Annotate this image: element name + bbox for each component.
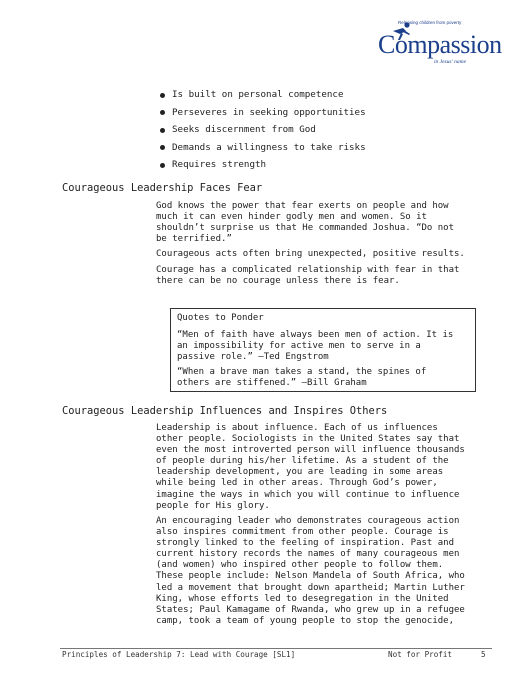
text-line: other people. Sociologists in the United States say that bbox=[156, 434, 460, 445]
list-item bbox=[160, 104, 366, 122]
text-line: there can be no courage unless there is fear. bbox=[156, 276, 400, 287]
text-line: of people during his/her lifetime. As a student of the bbox=[156, 456, 449, 467]
quote-line: passive role.” —Ted Engstrom bbox=[177, 352, 329, 362]
text-line: Courageous acts often bring unexpected, positive results. bbox=[156, 249, 465, 259]
paragraph bbox=[156, 201, 494, 245]
quote-line: “When a brave man takes a stand, the spines of bbox=[177, 367, 427, 377]
text-line: also inspires commitment from other people. Courage is bbox=[156, 527, 449, 538]
list-item-text: Requires strength bbox=[172, 159, 267, 171]
footer-divider bbox=[60, 648, 492, 649]
quote-line: “Men of faith have always been men of action. It is bbox=[177, 330, 454, 340]
bullet-list bbox=[160, 86, 366, 174]
text-line: (and women) who inspired other people to follow them. bbox=[156, 560, 444, 571]
text-line: God knows the power that fear exerts on people and how bbox=[156, 201, 449, 211]
text-line: An encouraging leader who demonstrates courageous action bbox=[156, 516, 460, 526]
quote-line: others are stiffened.” —Bill Graham bbox=[177, 378, 367, 388]
logo-tagline: Releasing children from poverty bbox=[398, 20, 462, 25]
text-line: Leadership is about influence. Each of us influences bbox=[156, 423, 438, 433]
logo-wordmark: Compassion bbox=[378, 30, 502, 59]
paragraph bbox=[156, 249, 494, 260]
paragraph bbox=[156, 423, 494, 512]
quotes-box bbox=[170, 308, 476, 392]
list-item bbox=[160, 156, 366, 174]
text-line: shouldn’t surprise us that He commanded Joshua. “Do not bbox=[156, 223, 455, 234]
text-line: Courage has a complicated relationship with fear in that bbox=[156, 265, 460, 275]
quote-line: an impossibility for active men to serve in a bbox=[177, 341, 421, 351]
text-line: led a movement that brought down apartheid; Martin Luther bbox=[156, 582, 465, 593]
list-item-text: Demands a willingness to take risks bbox=[172, 141, 366, 153]
text-line: imagine the ways in which you will continue to influence bbox=[156, 489, 460, 500]
text-line: camp, took a team of young people to stop the genocide, bbox=[156, 615, 455, 626]
text-line: people for His glory. bbox=[156, 500, 270, 511]
list-item bbox=[160, 121, 366, 139]
section-heading-faces-fear: Courageous Leadership Faces Fear bbox=[62, 182, 263, 194]
list-item bbox=[160, 86, 366, 104]
page-number: 5 bbox=[481, 650, 486, 659]
list-item bbox=[160, 139, 366, 157]
text-line: much it can even hinder godly men and women. So it bbox=[156, 212, 427, 223]
text-line: while being led in other areas. Through God’s power, bbox=[156, 478, 438, 489]
text-line: These people include: Nelson Mandela of South Africa, who bbox=[156, 571, 465, 582]
quotes-title: Quotes to Ponder bbox=[177, 313, 264, 323]
text-line: States; Paul Kamagame of Rwanda, who grew up in a refugee bbox=[156, 604, 465, 615]
text-line: strongly linked to the feeling of inspiration. Past and bbox=[156, 538, 455, 549]
bullet-icon bbox=[160, 110, 165, 115]
bullet-icon bbox=[160, 163, 165, 168]
section-heading-influences: Courageous Leadership Influences and Inspires Others bbox=[62, 405, 388, 417]
bullet-icon bbox=[160, 145, 165, 150]
text-line: be terrified.” bbox=[156, 234, 232, 245]
bullet-icon bbox=[160, 128, 165, 133]
paragraph bbox=[156, 265, 494, 287]
list-item-text: Perseveres in seeking opportunities bbox=[172, 106, 366, 118]
logo-subtitle: in Jesus' name bbox=[434, 59, 467, 65]
footer-notice: Not for Profit bbox=[388, 650, 453, 659]
text-line: even the most introverted person will influence thousands bbox=[156, 445, 465, 456]
compassion-logo bbox=[376, 20, 502, 72]
text-line: King, whose efforts led to desegregation in the United bbox=[156, 593, 449, 604]
bullet-icon bbox=[160, 93, 165, 98]
paragraph bbox=[156, 516, 494, 627]
text-line: leadership development, you are leading in some areas bbox=[156, 467, 444, 478]
list-item-text: Is built on personal competence bbox=[172, 89, 344, 100]
footer-course-title: Principles of Leadership 7: Lead with Courage [SL1] bbox=[62, 650, 296, 659]
text-line: current history records the names of many courageous men bbox=[156, 549, 460, 560]
list-item-text: Seeks discernment from God bbox=[172, 124, 316, 136]
